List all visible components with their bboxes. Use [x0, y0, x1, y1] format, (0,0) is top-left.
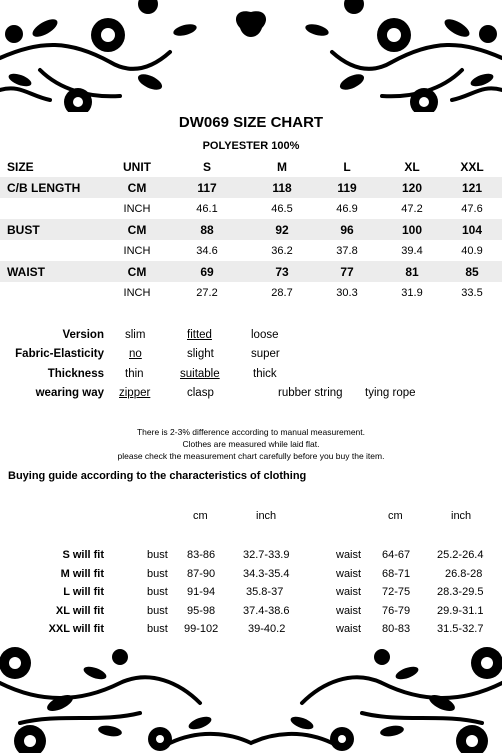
feature-option: rubber string — [278, 387, 343, 399]
feature-option: slight — [187, 348, 214, 360]
table-cell: 40.9 — [461, 244, 483, 257]
table-cell: INCH — [123, 244, 151, 257]
feature-option: thick — [253, 368, 277, 380]
table-cell: 117 — [162, 177, 252, 198]
header-cell: SIZE — [7, 159, 34, 174]
table-cell: BUST — [0, 219, 112, 240]
material-label: POLYESTER 100% — [202, 140, 300, 152]
guide-inch: 35.8-37 — [246, 586, 284, 598]
guide-row — [0, 586, 502, 602]
guide-col-inch: inch — [451, 510, 472, 522]
table-cell: 120 — [382, 177, 442, 198]
table-row — [0, 177, 502, 198]
feature-option-selected: suitable — [180, 368, 220, 380]
table-cell: 46.9 — [336, 202, 358, 215]
guide-col-inch: inch — [256, 510, 277, 522]
table-cell: CM — [112, 261, 162, 282]
table-cell: 47.2 — [401, 202, 423, 215]
guide-col-cm: cm — [388, 510, 403, 522]
table-cell: 100 — [382, 219, 442, 240]
table-cell: 85 — [442, 261, 502, 282]
guide-part: waist — [336, 568, 362, 580]
guide-inch: 34.3-35.4 — [243, 568, 290, 580]
guide-cm: 76-79 — [382, 605, 411, 617]
page-title: DW069 SIZE CHART — [178, 114, 324, 131]
guide-inch: 37.4-38.6 — [243, 605, 290, 617]
guide-cm: 83-86 — [187, 549, 216, 561]
guide-part: bust — [147, 549, 168, 561]
guide-cm: 68-71 — [382, 568, 411, 580]
feature-wearing-way — [0, 387, 502, 403]
guide-row — [0, 605, 502, 621]
guide-part: waist — [336, 605, 362, 617]
feature-option: thin — [125, 368, 144, 380]
feature-option: tying rope — [365, 387, 416, 399]
guide-fit-label: XXL will fit — [48, 623, 104, 635]
table-cell: 73 — [252, 261, 312, 282]
guide-part: bust — [147, 623, 168, 635]
guide-cm: 64-67 — [382, 549, 411, 561]
table-cell: 118 — [252, 177, 312, 198]
guide-fit-label: XL will fit — [55, 605, 104, 617]
table-cell: INCH — [123, 202, 151, 215]
buying-guide-title: Buying guide according to the characteristics of clothing — [8, 470, 307, 482]
rose-ornament-top — [0, 0, 502, 112]
guide-cm: 91-94 — [187, 586, 216, 598]
table-cell: CM — [112, 177, 162, 198]
header-cell: XL — [404, 159, 420, 174]
guide-part: bust — [147, 568, 168, 580]
feature-label: Fabric-Elasticity — [15, 348, 104, 360]
guide-inch: 29.9-31.1 — [437, 605, 484, 617]
guide-row — [0, 549, 502, 565]
table-cell: 30.3 — [336, 286, 358, 299]
header-cell: UNIT — [123, 159, 151, 174]
guide-inch: 39-40.2 — [248, 623, 286, 635]
table-cell: C/B LENGTH — [0, 177, 112, 198]
table-cell: 39.4 — [401, 244, 423, 257]
header-cell: L — [343, 159, 351, 174]
header-cell: XXL — [460, 159, 484, 174]
header-cell: S — [202, 159, 211, 174]
table-cell: 47.6 — [461, 202, 483, 215]
note-line: please check the measurement chart carefully before you buy the item. — [117, 451, 385, 461]
header-cell: M — [277, 159, 287, 174]
note-line: There is 2-3% difference according to manual measurement. — [136, 427, 366, 437]
guide-cm: 87-90 — [187, 568, 216, 580]
table-cell: 46.1 — [196, 202, 218, 215]
table-cell: 28.7 — [271, 286, 293, 299]
feature-thickness — [0, 368, 502, 384]
table-cell: 33.5 — [461, 286, 483, 299]
guide-fit-label: L will fit — [63, 586, 104, 598]
guide-row — [0, 623, 502, 639]
guide-part: waist — [336, 549, 362, 561]
table-cell: 46.5 — [271, 202, 293, 215]
guide-part: bust — [147, 605, 168, 617]
guide-col-cm: cm — [193, 510, 208, 522]
table-row — [0, 219, 502, 240]
table-cell: 31.9 — [401, 286, 423, 299]
guide-part: bust — [147, 586, 168, 598]
rose-ornament-bottom — [0, 643, 502, 753]
table-row — [0, 198, 502, 219]
table-cell: 37.8 — [336, 244, 358, 257]
table-cell: 119 — [312, 177, 382, 198]
guide-cm: 72-75 — [382, 586, 411, 598]
guide-inch: 32.7-33.9 — [243, 549, 290, 561]
measurement-notes — [0, 426, 502, 462]
table-cell: 77 — [312, 261, 382, 282]
note-line: Clothes are measured while laid flat. — [182, 439, 320, 449]
table-cell: 121 — [442, 177, 502, 198]
size-table-header — [0, 156, 502, 177]
table-cell — [0, 198, 112, 219]
guide-inch: 26.8-28 — [445, 568, 483, 580]
feature-label: Version — [62, 329, 104, 341]
guide-fit-label: M will fit — [60, 568, 104, 580]
feature-option: loose — [251, 329, 279, 341]
guide-inch: 31.5-32.7 — [437, 623, 484, 635]
guide-fit-label: S will fit — [62, 549, 104, 561]
table-cell — [0, 282, 112, 303]
guide-cm: 80-83 — [382, 623, 411, 635]
table-cell: 96 — [312, 219, 382, 240]
table-cell: 36.2 — [271, 244, 293, 257]
guide-part: waist — [336, 623, 362, 635]
feature-label: wearing way — [35, 387, 104, 399]
table-cell: WAIST — [0, 261, 112, 282]
guide-cm: 95-98 — [187, 605, 216, 617]
feature-option: clasp — [187, 387, 214, 399]
guide-part: waist — [336, 586, 362, 598]
feature-option: slim — [125, 329, 146, 341]
guide-row — [0, 568, 502, 584]
table-cell: 88 — [162, 219, 252, 240]
table-cell: 104 — [442, 219, 502, 240]
guide-inch: 25.2-26.4 — [437, 549, 484, 561]
feature-option-selected: no — [129, 348, 142, 360]
table-cell: INCH — [123, 286, 151, 299]
guide-inch: 28.3-29.5 — [437, 586, 484, 598]
table-cell: 34.6 — [196, 244, 218, 257]
feature-elasticity — [0, 348, 502, 364]
feature-version — [0, 329, 502, 345]
table-cell: 92 — [252, 219, 312, 240]
table-row — [0, 282, 502, 303]
table-row — [0, 240, 502, 261]
guide-cm: 99-102 — [184, 623, 219, 635]
table-cell: CM — [112, 219, 162, 240]
table-row — [0, 261, 502, 282]
table-cell: 27.2 — [196, 286, 218, 299]
size-table — [0, 156, 502, 303]
table-cell — [0, 240, 112, 261]
feature-option-selected: fitted — [187, 329, 212, 341]
feature-label: Thickness — [47, 368, 104, 380]
table-cell: 81 — [382, 261, 442, 282]
feature-option-selected: zipper — [119, 387, 151, 399]
table-cell: 69 — [162, 261, 252, 282]
feature-option: super — [251, 348, 280, 360]
